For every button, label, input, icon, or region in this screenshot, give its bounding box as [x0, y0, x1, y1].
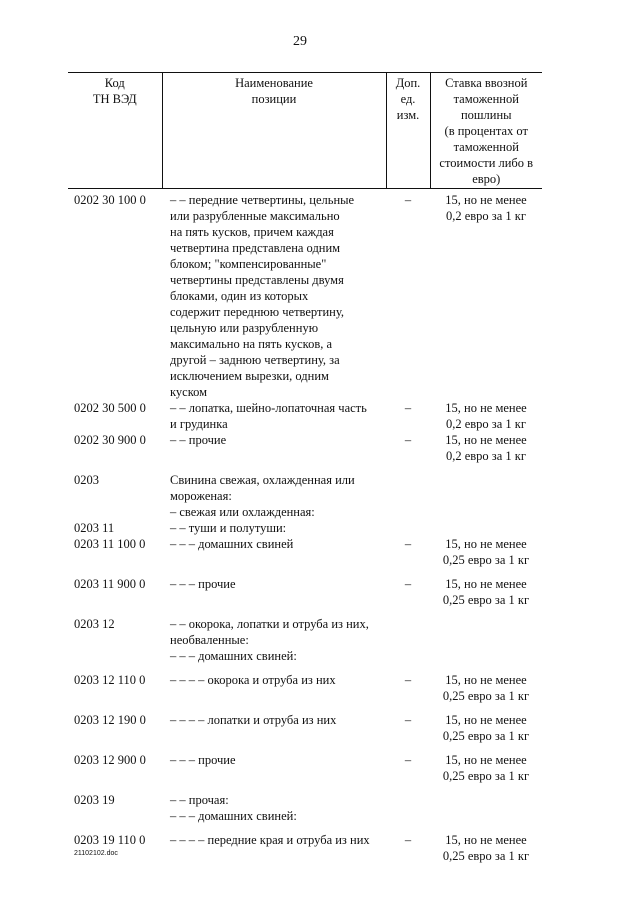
cell-rate — [430, 784, 542, 824]
table-row — [68, 744, 542, 784]
table-row — [68, 432, 542, 464]
cell-code: 0203 11 — [74, 521, 115, 535]
cell-unit — [386, 520, 430, 536]
cell-name: – – окорока, лопатки и отруба из них, необваленные: – – – домашних свиней: — [170, 617, 369, 663]
page-number: 29 — [293, 34, 307, 49]
cell-rate: 15, но не менее 0,2 евро за 1 кг — [445, 401, 527, 431]
table-header — [68, 73, 542, 189]
cell-code: 0203 12 110 0 — [74, 673, 146, 687]
table-row — [68, 400, 542, 432]
cell-unit: – — [404, 433, 412, 447]
table-row — [68, 189, 542, 401]
cell-name: – – передние четвертины, цельные или разрубленные максимально на пять кусков, причем каждая четвертина представлена одним блоком; "компенсированные" четвертины представлены двумя блоками, один из которых содержит переднюю четвертину, цельную или разрубленную максимально на пять кусков, а другой – заднюю четвертину, за исключением вырезки, одним куском — [170, 193, 355, 399]
cell-name: – – туши и полутуши: — [170, 521, 287, 535]
cell-unit: – — [404, 193, 412, 207]
table-row — [68, 568, 542, 608]
cell-rate: 15, но не менее 0,25 евро за 1 кг — [442, 833, 530, 863]
cell-unit — [386, 784, 430, 824]
header-code — [68, 73, 162, 189]
cell-unit: – — [404, 401, 412, 415]
table-row — [68, 704, 542, 744]
table-row — [68, 824, 542, 864]
cell-name: – – – прочие — [170, 577, 236, 591]
table-row — [68, 536, 542, 568]
cell-name: – – – – окорока и отруба из них — [170, 673, 336, 687]
cell-name: Свинина свежая, охлажденная или мороженая: – свежая или охлажденная: — [170, 473, 355, 519]
cell-rate: 15, но не менее 0,25 евро за 1 кг — [442, 713, 530, 743]
cell-rate — [430, 520, 542, 536]
cell-unit — [386, 464, 430, 520]
document-filename: 21102102.doc — [74, 850, 118, 857]
header-unit — [386, 73, 430, 189]
header-name — [162, 73, 386, 189]
cell-name: – – – прочие — [170, 753, 236, 767]
cell-code: 0203 — [74, 473, 99, 487]
cell-unit — [386, 608, 430, 664]
cell-code: 0203 12 190 0 — [74, 713, 146, 727]
header-name-label: Наименование позиции — [235, 76, 313, 106]
cell-rate: 15, но не менее 0,25 евро за 1 кг — [442, 673, 530, 703]
cell-unit: – — [404, 537, 412, 551]
cell-unit: – — [404, 713, 412, 727]
cell-name: – – прочие — [170, 433, 227, 447]
table-row — [68, 664, 542, 704]
cell-unit: – — [404, 577, 412, 591]
cell-rate: 15, но не менее 0,2 евро за 1 кг — [445, 193, 527, 223]
cell-code: 0202 30 100 0 — [74, 193, 146, 207]
header-unit-label: Доп. ед. изм. — [395, 76, 421, 122]
cell-code: 0203 12 — [74, 617, 115, 631]
cell-name: – – – домашних свиней — [170, 537, 294, 551]
cell-code: 0203 19 — [74, 793, 115, 807]
cell-code: 0203 11 100 0 — [74, 537, 146, 551]
table-row — [68, 464, 542, 520]
cell-code: 0202 30 500 0 — [74, 401, 146, 415]
table-row — [68, 608, 542, 664]
cell-rate: 15, но не менее 0,25 евро за 1 кг — [442, 753, 530, 783]
cell-code: 0203 11 900 0 — [74, 577, 146, 591]
table-row — [68, 520, 542, 536]
cell-name: – – – – лопатки и отруба из них — [170, 713, 337, 727]
cell-code: 0202 30 900 0 — [74, 433, 146, 447]
cell-rate: 15, но не менее 0,25 евро за 1 кг — [442, 577, 530, 607]
cell-unit: – — [404, 673, 412, 687]
header-rate-label: Ставка ввозной таможенной пошлины (в процентах от таможенной стоимости либо в евро) — [439, 76, 534, 186]
header-code-label: Код ТН ВЭД — [92, 76, 137, 106]
cell-rate: 15, но не менее 0,2 евро за 1 кг — [445, 433, 527, 463]
cell-name: – – – – передние края и отруба из них — [170, 833, 370, 847]
cell-code: 0203 12 900 0 — [74, 753, 146, 767]
header-rate — [430, 73, 542, 189]
tariff-table — [68, 72, 542, 864]
cell-rate — [430, 464, 542, 520]
cell-code: 0203 19 110 0 — [74, 833, 146, 847]
cell-rate — [430, 608, 542, 664]
table-body — [68, 189, 542, 865]
cell-rate: 15, но не менее 0,25 евро за 1 кг — [442, 537, 530, 567]
table-row — [68, 784, 542, 824]
cell-name: – – лопатка, шейно-лопаточная часть и грудинка — [170, 401, 367, 431]
cell-name: – – прочая: – – – домашних свиней: — [170, 793, 297, 823]
cell-unit: – — [404, 833, 412, 847]
cell-unit: – — [404, 753, 412, 767]
